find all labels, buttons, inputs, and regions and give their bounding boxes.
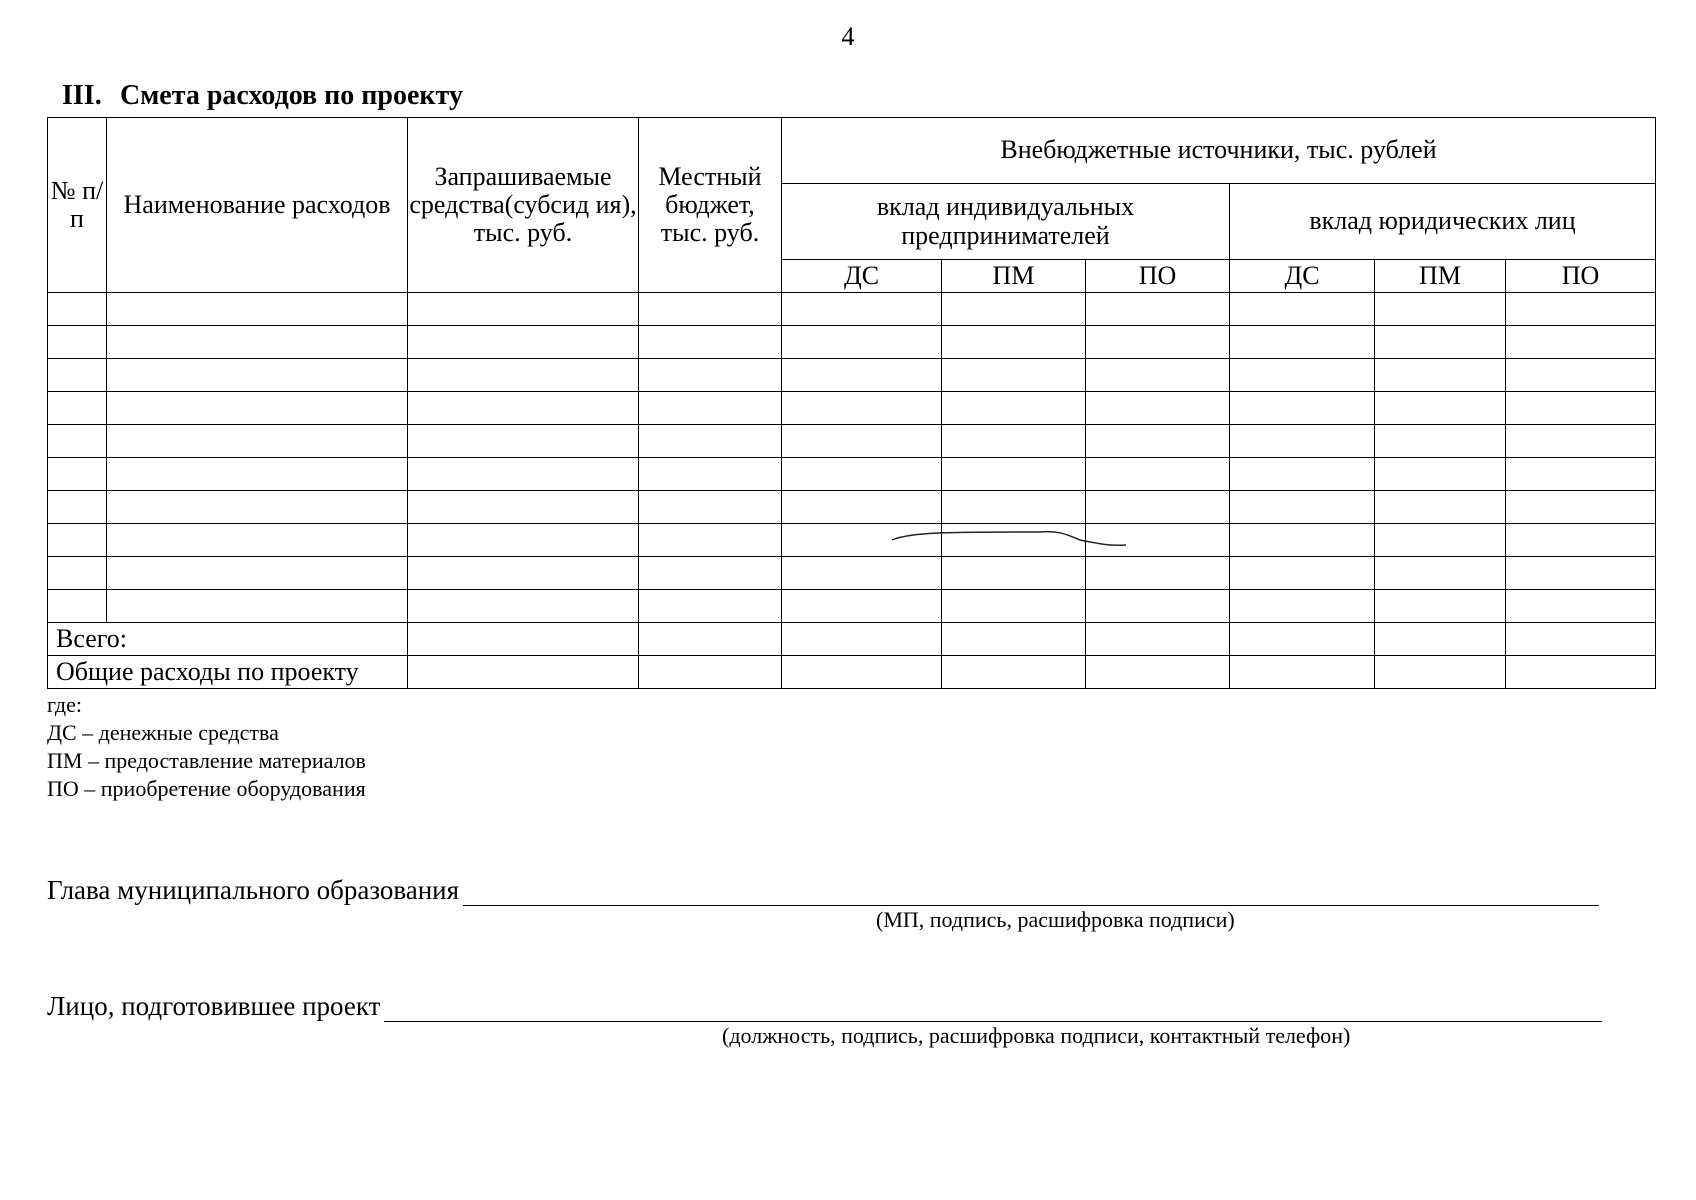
table-cell[interactable] — [1230, 656, 1375, 689]
table-cell[interactable] — [1375, 590, 1506, 623]
table-cell[interactable] — [1375, 557, 1506, 590]
table-row — [48, 458, 1656, 491]
table-cell[interactable] — [107, 425, 408, 458]
table-row — [48, 557, 1656, 590]
table-cell[interactable] — [48, 458, 107, 491]
section-title-text: Смета расходов по проекту — [120, 80, 463, 111]
table-cell[interactable] — [48, 293, 107, 326]
table-cell[interactable] — [1375, 425, 1506, 458]
table-cell[interactable] — [408, 425, 639, 458]
page-number: 4 — [841, 22, 855, 51]
table-cell[interactable] — [639, 656, 782, 689]
table-cell[interactable] — [48, 524, 107, 557]
table-cell[interactable] — [782, 326, 942, 359]
table-cell[interactable] — [1086, 392, 1230, 425]
subheader-legal-pm: ПМ — [1375, 260, 1506, 293]
table-cell[interactable] — [107, 524, 408, 557]
table-cell[interactable] — [782, 557, 942, 590]
head-signature-line — [47, 875, 1599, 906]
table-cell[interactable] — [1375, 656, 1506, 689]
preparer-signature-caption: (должность, подпись, расшифровка подписи, контактный телефон) — [722, 1023, 1351, 1048]
subheader-individual-ds: ДС — [782, 260, 942, 293]
table-cell[interactable] — [942, 326, 1086, 359]
table-cell[interactable] — [1230, 392, 1375, 425]
legend-item-po: ПО – приобретение оборудования — [47, 776, 366, 801]
table-cell[interactable] — [942, 293, 1086, 326]
table-cell[interactable] — [1375, 293, 1506, 326]
table-cell[interactable] — [408, 359, 639, 392]
table-cell[interactable] — [782, 293, 942, 326]
table-cell[interactable] — [1506, 293, 1656, 326]
subheader-legal-po: ПО — [1506, 260, 1656, 293]
table-cell[interactable] — [48, 359, 107, 392]
table-cell[interactable] — [639, 491, 782, 524]
empty-rows — [48, 293, 1656, 623]
table-cell[interactable] — [782, 656, 942, 689]
table-cell[interactable] — [1230, 326, 1375, 359]
table-cell[interactable] — [1230, 359, 1375, 392]
table-cell[interactable] — [107, 590, 408, 623]
table-cell[interactable] — [1086, 359, 1230, 392]
table-cell[interactable] — [1375, 491, 1506, 524]
table-cell[interactable] — [1375, 524, 1506, 557]
header-requested-funds: Запрашиваемые средства(субсид ия), тыс. руб. — [408, 118, 639, 293]
table-cell[interactable] — [782, 458, 942, 491]
subheader-individual-po: ПО — [1086, 260, 1230, 293]
table-cell[interactable] — [408, 524, 639, 557]
table-cell[interactable] — [1086, 326, 1230, 359]
table-cell[interactable] — [1086, 590, 1230, 623]
table-cell[interactable] — [639, 590, 782, 623]
table-cell[interactable] — [1506, 359, 1656, 392]
table-cell[interactable] — [942, 590, 1086, 623]
table-cell[interactable] — [782, 623, 942, 656]
table-cell[interactable] — [408, 458, 639, 491]
section-title — [62, 80, 463, 112]
table-cell[interactable] — [1506, 590, 1656, 623]
table-cell[interactable] — [408, 491, 639, 524]
table-cell[interactable] — [408, 557, 639, 590]
table-cell[interactable] — [408, 590, 639, 623]
table-cell[interactable] — [48, 425, 107, 458]
header-expense-name: Наименование расходов — [107, 118, 408, 293]
table-cell[interactable] — [107, 392, 408, 425]
table-row — [48, 590, 1656, 623]
legend-intro: где: — [47, 692, 82, 717]
head-signature-caption: (МП, подпись, расшифровка подписи) — [876, 907, 1235, 932]
table-row — [48, 392, 1656, 425]
table-cell[interactable] — [1506, 623, 1656, 656]
table-cell[interactable] — [1230, 458, 1375, 491]
subheader-legal-ds: ДС — [1230, 260, 1375, 293]
table-cell[interactable] — [1086, 458, 1230, 491]
table-cell[interactable] — [1086, 491, 1230, 524]
pen-scribble-mark — [890, 520, 1130, 560]
table-cell[interactable] — [1086, 623, 1230, 656]
table-cell[interactable] — [408, 392, 639, 425]
table-cell[interactable] — [639, 458, 782, 491]
table-cell[interactable] — [1230, 623, 1375, 656]
table-cell[interactable] — [639, 326, 782, 359]
table-cell[interactable] — [1375, 359, 1506, 392]
table-row — [48, 293, 1656, 326]
table-cell[interactable] — [1086, 557, 1230, 590]
table-row — [48, 524, 1656, 557]
table-cell[interactable] — [1506, 524, 1656, 557]
table-cell[interactable] — [639, 524, 782, 557]
table-cell[interactable] — [48, 557, 107, 590]
table-cell[interactable] — [408, 293, 639, 326]
table-cell[interactable] — [408, 656, 639, 689]
table-cell[interactable] — [1086, 656, 1230, 689]
table-cell[interactable] — [408, 326, 639, 359]
section-number: III. — [62, 80, 102, 111]
table-row — [48, 326, 1656, 359]
table-cell[interactable] — [1506, 458, 1656, 491]
table-cell[interactable] — [48, 326, 107, 359]
table-cell[interactable] — [639, 293, 782, 326]
table-cell[interactable] — [48, 392, 107, 425]
table-cell[interactable] — [942, 656, 1086, 689]
table-cell[interactable] — [1506, 425, 1656, 458]
table-cell[interactable] — [782, 392, 942, 425]
table-cell[interactable] — [942, 623, 1086, 656]
table-cell[interactable] — [107, 557, 408, 590]
table-row — [48, 359, 1656, 392]
table-cell[interactable] — [942, 359, 1086, 392]
subheader-individual-pm: ПМ — [942, 260, 1086, 293]
preparer-signature-label: Лицо, подготовившее проект — [47, 991, 381, 1021]
table-cell[interactable] — [942, 392, 1086, 425]
expense-estimate-table — [47, 117, 1656, 689]
table-cell[interactable] — [1506, 557, 1656, 590]
table-cell[interactable] — [942, 557, 1086, 590]
table-cell[interactable] — [1086, 425, 1230, 458]
table-cell[interactable] — [1375, 326, 1506, 359]
table-cell[interactable] — [107, 458, 408, 491]
table-cell[interactable] — [782, 359, 942, 392]
head-signature-field[interactable] — [463, 879, 1599, 906]
legend-item-ds: ДС – денежные средства — [47, 720, 279, 745]
table-cell[interactable] — [1230, 293, 1375, 326]
table-cell[interactable] — [782, 491, 942, 524]
table-cell[interactable] — [1230, 425, 1375, 458]
table-cell[interactable] — [639, 392, 782, 425]
preparer-signature-line — [47, 991, 1602, 1022]
header-individual-entrepreneurs: вклад индивидуальных предпринимателей — [782, 184, 1230, 260]
table-cell[interactable] — [1230, 557, 1375, 590]
table-cell[interactable] — [1506, 326, 1656, 359]
table-cell[interactable] — [1230, 590, 1375, 623]
table-cell[interactable] — [1506, 392, 1656, 425]
table-cell[interactable] — [107, 326, 408, 359]
table-cell[interactable] — [1086, 293, 1230, 326]
table-cell[interactable] — [1375, 392, 1506, 425]
table-cell[interactable] — [942, 458, 1086, 491]
table-cell[interactable] — [782, 425, 942, 458]
table-cell[interactable] — [1230, 524, 1375, 557]
table-cell[interactable] — [107, 491, 408, 524]
header-local-budget: Местный бюджет, тыс. руб. — [639, 118, 782, 293]
table-cell[interactable] — [639, 623, 782, 656]
table-row — [48, 491, 1656, 524]
table-cell[interactable] — [1230, 491, 1375, 524]
overall-expenses-label: Общие расходы по проекту — [48, 656, 408, 689]
table-cell[interactable] — [639, 359, 782, 392]
table-cell[interactable] — [942, 425, 1086, 458]
table-cell[interactable] — [782, 590, 942, 623]
table-row — [48, 425, 1656, 458]
table-cell[interactable] — [1506, 656, 1656, 689]
table-cell[interactable] — [639, 557, 782, 590]
table-cell[interactable] — [639, 425, 782, 458]
legend-item-pm: ПМ – предоставление материалов — [47, 748, 366, 773]
header-extrabudget-sources: Внебюджетные источники, тыс. рублей — [782, 118, 1656, 184]
table-cell[interactable] — [1506, 491, 1656, 524]
table-cell[interactable] — [1375, 458, 1506, 491]
head-signature-label: Глава муниципального образования — [47, 875, 460, 905]
table-cell[interactable] — [942, 491, 1086, 524]
table-cell[interactable] — [408, 623, 639, 656]
header-legal-entities: вклад юридических лиц — [1230, 184, 1656, 260]
total-label: Всего: — [48, 623, 408, 656]
table-cell[interactable] — [1375, 623, 1506, 656]
preparer-signature-field[interactable] — [384, 995, 1602, 1022]
table-cell[interactable] — [107, 359, 408, 392]
table-cell[interactable] — [48, 491, 107, 524]
legend — [47, 691, 366, 803]
header-row-number: № п/ п — [48, 118, 107, 293]
table-cell[interactable] — [107, 293, 408, 326]
table-cell[interactable] — [48, 590, 107, 623]
